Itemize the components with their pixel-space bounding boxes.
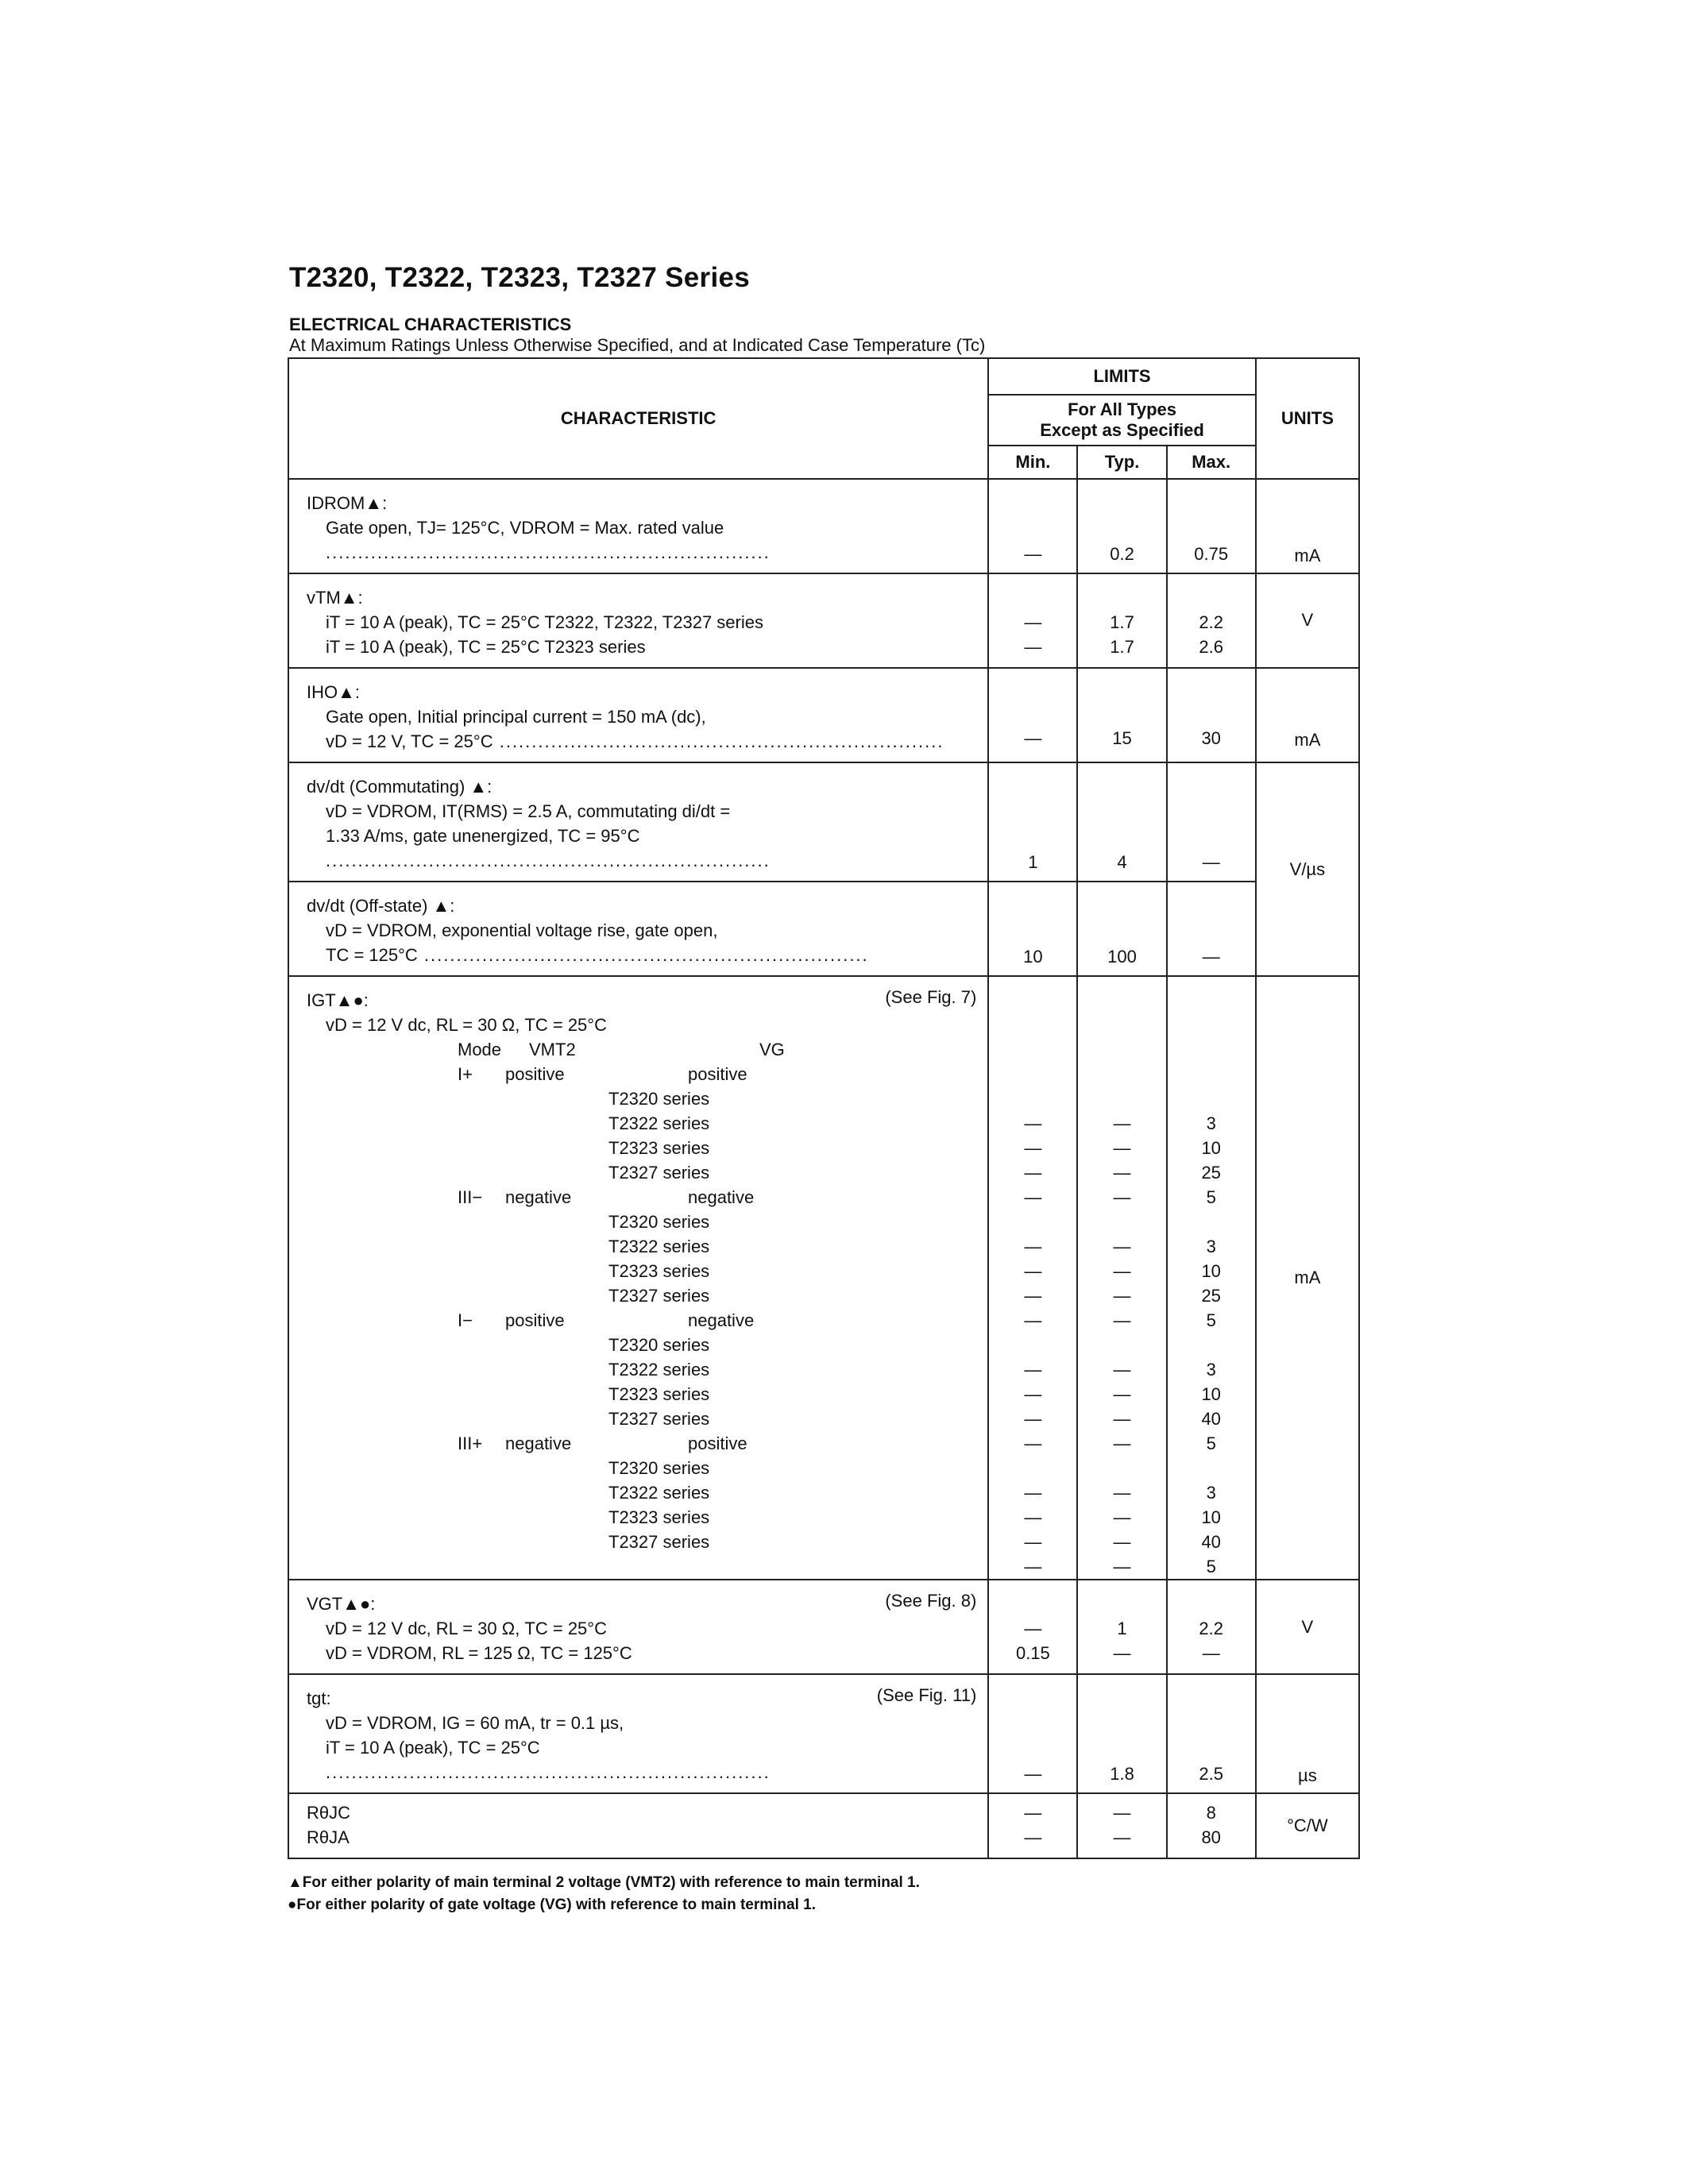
rth-min-2: — [1024,1827,1042,1847]
tgt-min: — [988,1674,1077,1793]
igt-series-name: T2323 series [608,1138,710,1158]
igt-vmt2: positive [505,1064,565,1084]
dvdt-comm-condition-1: vD = VDROM, IT(RMS) = 2.5 A, commutating di/dt = [326,801,731,821]
igt-series-name: T2327 series [608,1163,710,1183]
tgt-max: 2.5 [1167,1674,1256,1793]
tgt-unit: µs [1256,1674,1359,1793]
igt-min-value: — [1024,1286,1042,1306]
header-units: UNITS [1256,358,1359,479]
igt-mode-row [307,1308,979,1333]
igt-max-value: 25 [1201,1163,1221,1183]
vgt-unit: V [1256,1580,1359,1674]
igt-max-value: 3 [1206,1237,1216,1256]
igt-typ-value: — [1113,1310,1131,1330]
igt-typ-value: — [1113,1409,1131,1429]
igt-series-name: T2320 series [608,1335,710,1355]
igt-min-value: — [1024,1237,1042,1256]
igt-mode: I− [458,1310,473,1330]
igt-vmt2: negative [505,1187,572,1207]
footnote-dot: ●For either polarity of gate voltage (VG) with reference to main terminal 1. [288,1897,816,1913]
dvdt-comm-max: — [1167,762,1256,882]
igt-min-value: — [1024,1261,1042,1281]
vgt-condition-2: vD = VDROM, RL = 125 Ω, TC = 125°C [326,1643,632,1663]
igt-typ-value: — [1113,1113,1131,1133]
igt-series-name: T2322 series [608,1237,710,1256]
row-dvdt-commutating [288,762,1359,882]
igt-series-name: T2322 series [608,1483,710,1503]
igt-typ-value: — [1113,1187,1131,1207]
igt-series-name: T2320 series [608,1089,710,1109]
igt-min-value: — [1024,1138,1042,1158]
iho-typ: 15 [1077,668,1166,762]
igt-max-value: 25 [1201,1286,1221,1306]
vtm-min-1: — [1024,612,1042,632]
vgt-typ-2: — [1113,1643,1131,1663]
igt-typ-value: — [1113,1507,1131,1527]
dvdt-off-symbol: dv/dt (Off-state) ▲: [307,896,455,916]
tgt-typ: 1.8 [1077,1674,1166,1793]
igt-series-name: T2322 series [608,1360,710,1379]
footnotes [288,1872,1382,1916]
idrom-condition: Gate open, TJ= 125°C, VDROM = Max. rated value ..... [307,515,979,565]
vgt-max-1: 2.2 [1199,1619,1223,1638]
igt-min-value: — [1024,1532,1042,1552]
vgt-fig-ref: (See Fig. 8) [885,1591,977,1611]
header-characteristic: CHARACTERISTIC [288,358,988,479]
vtm-typ-2: 1.7 [1110,637,1134,657]
igt-max-value: 40 [1201,1409,1221,1429]
rth-typ-2: — [1113,1827,1131,1847]
igt-series-name: T2323 series [608,1507,710,1527]
idrom-symbol: IDROM▲: [307,493,388,513]
igt-typ-value: — [1113,1384,1131,1404]
igt-max-value: 5 [1206,1433,1216,1453]
rth-max-2: 80 [1201,1827,1221,1847]
row-igt [288,976,1359,1580]
vtm-condition-1: iT = 10 A (peak), TC = 25°C T2322, T2322, T2327 series [326,612,763,632]
igt-series-name: T2323 series [608,1261,710,1281]
igt-vmt2: positive [505,1310,565,1330]
igt-min-value: — [1024,1384,1042,1404]
igt-col-mode: Mode [458,1040,502,1059]
dvdt-off-min: 10 [988,882,1077,976]
vtm-symbol: vTM▲: [307,588,363,608]
iho-condition-1: Gate open, Initial principal current = 150 mA (dc), [326,707,706,727]
igt-col-vmt2: VMT2 [529,1040,576,1059]
vtm-condition-2: iT = 10 A (peak), TC = 25°C T2323 series [326,637,646,657]
rth-symbol-jc: RθJC [307,1803,351,1823]
row-vtm [288,573,1359,668]
vgt-typ-1: 1 [1117,1619,1127,1638]
igt-min-value: — [1024,1360,1042,1379]
igt-vg: negative [688,1187,755,1207]
vgt-min-2: 0.15 [1015,1643,1050,1663]
igt-max-value: 3 [1206,1360,1216,1379]
row-thermal-resistance [288,1793,1359,1858]
tgt-condition-1: vD = VDROM, IG = 60 mA, tr = 0.1 µs, [326,1713,624,1733]
vgt-min-1: — [1024,1619,1042,1638]
igt-min-value: — [1024,1409,1042,1429]
igt-typ-value: — [1113,1286,1131,1306]
igt-series-name: T2322 series [608,1113,710,1133]
header-types [988,395,1255,446]
idrom-max: 0.75 [1167,479,1256,573]
igt-max-value: 5 [1206,1187,1216,1207]
igt-max-column [1167,976,1256,1580]
igt-col-vg: VG [759,1040,785,1059]
footnote-triangle: ▲For either polarity of main terminal 2 voltage (VMT2) with reference to main terminal 1. [288,1874,920,1891]
tgt-condition-2: iT = 10 A (peak), TC = 25°C ..... [307,1735,979,1785]
igt-typ-value: — [1113,1532,1131,1552]
igt-max-value: 3 [1206,1483,1216,1503]
tgt-fig-ref: (See Fig. 11) [876,1685,977,1705]
dvdt-comm-condition-2: 1.33 A/ms, gate unenergized, TC = 95°C ..... [307,824,979,873]
rth-max-1: 8 [1206,1803,1216,1823]
rth-unit: °C/W [1256,1793,1359,1858]
igt-series-name: T2320 series [608,1212,710,1232]
igt-mode: III+ [458,1433,483,1453]
igt-min-value: — [1024,1557,1042,1576]
igt-symbol: IGT▲●: [307,990,369,1010]
igt-typ-column [1077,976,1166,1580]
igt-min-column [988,976,1077,1580]
igt-series-name: T2327 series [608,1409,710,1429]
igt-min-value: — [1024,1310,1042,1330]
rth-typ-1: — [1113,1803,1131,1823]
igt-typ-value: — [1113,1360,1131,1379]
iho-unit: mA [1256,668,1359,762]
igt-column-headers [307,1037,979,1062]
igt-series-name: T2323 series [608,1384,710,1404]
iho-symbol: IHO▲: [307,682,360,702]
characteristics-table [288,357,1360,1859]
igt-max-value: 3 [1206,1113,1216,1133]
section-heading: ELECTRICAL CHARACTERISTICS [289,314,572,334]
header-limits: LIMITS [988,358,1255,395]
igt-series-name: T2320 series [608,1458,710,1478]
header-typ: Typ. [1077,446,1166,479]
igt-min-value: — [1024,1163,1042,1183]
iho-condition-2: vD = 12 V, TC = 25°C ..... [307,729,979,754]
igt-mode-row [307,1431,979,1456]
datasheet-page [288,262,1382,1916]
igt-mode-row [307,1062,979,1086]
dvdt-off-condition-2: TC = 125°C ..... [307,943,979,967]
vtm-min-2: — [1024,637,1042,657]
igt-condition: vD = 12 V dc, RL = 30 Ω, TC = 25°C [326,1015,607,1035]
dvdt-off-max: — [1167,882,1256,976]
igt-max-value: 10 [1201,1138,1221,1158]
igt-unit: mA [1256,976,1359,1580]
page-title: T2320, T2322, T2323, T2327 Series [289,262,751,293]
idrom-min: — [988,479,1077,573]
igt-min-value: — [1024,1433,1042,1453]
section-subtitle: At Maximum Ratings Unless Otherwise Specified, and at Indicated Case Temperature (Tc) [289,335,986,355]
vgt-symbol: VGT▲●: [307,1594,376,1614]
dvdt-comm-typ: 4 [1077,762,1166,882]
dvdt-comm-min: 1 [988,762,1077,882]
igt-typ-value: — [1113,1261,1131,1281]
igt-vg: negative [688,1310,755,1330]
dvdt-unit: V/µs [1256,762,1359,976]
igt-typ-value: — [1113,1163,1131,1183]
igt-max-value: 5 [1206,1310,1216,1330]
row-dvdt-offstate [288,882,1359,976]
igt-vmt2: negative [505,1433,572,1453]
vtm-typ-1: 1.7 [1110,612,1134,632]
igt-typ-value: — [1113,1138,1131,1158]
vtm-max-2: 2.6 [1199,637,1223,657]
igt-max-value: 40 [1201,1532,1221,1552]
row-tgt [288,1674,1359,1793]
igt-series-name: T2327 series [608,1532,710,1552]
header-types-line1: For All Types [1068,399,1176,419]
igt-min-value: — [1024,1507,1042,1527]
vtm-unit: V [1256,573,1359,668]
igt-vg: positive [688,1433,747,1453]
header-max: Max. [1167,446,1256,479]
igt-mode: I+ [458,1064,473,1084]
igt-series-name: T2327 series [608,1286,710,1306]
igt-typ-value: — [1113,1237,1131,1256]
vgt-max-2: — [1202,1643,1220,1663]
igt-max-value: 10 [1201,1261,1221,1281]
igt-typ-value: — [1113,1483,1131,1503]
igt-max-value: 10 [1201,1384,1221,1404]
igt-mode-row [307,1185,979,1210]
igt-max-value: 5 [1206,1557,1216,1576]
row-iho [288,668,1359,762]
row-vgt [288,1580,1359,1674]
header-types-line2: Except as Specified [1040,420,1204,440]
tgt-symbol: tgt: [307,1688,331,1708]
rth-symbol-ja: RθJA [307,1827,350,1847]
igt-vg: positive [688,1064,747,1084]
igt-min-value: — [1024,1187,1042,1207]
igt-min-value: — [1024,1483,1042,1503]
idrom-typ: 0.2 [1077,479,1166,573]
iho-min: — [988,668,1077,762]
rth-min-1: — [1024,1803,1042,1823]
igt-max-value: 10 [1201,1507,1221,1527]
vtm-max-1: 2.2 [1199,612,1223,632]
idrom-unit: mA [1256,479,1359,573]
igt-min-value: — [1024,1113,1042,1133]
igt-typ-value: — [1113,1433,1131,1453]
row-idrom [288,479,1359,573]
header-min: Min. [988,446,1077,479]
dvdt-comm-symbol: dv/dt (Commutating) ▲: [307,777,492,797]
dvdt-off-typ: 100 [1077,882,1166,976]
igt-typ-value: — [1113,1557,1131,1576]
iho-max: 30 [1167,668,1256,762]
igt-mode: III− [458,1187,483,1207]
igt-fig-ref: (See Fig. 7) [885,987,977,1007]
igt-groups [307,1062,979,1554]
dvdt-off-condition-1: vD = VDROM, exponential voltage rise, gate open, [326,920,718,940]
vgt-condition-1: vD = 12 V dc, RL = 30 Ω, TC = 25°C [326,1619,607,1638]
